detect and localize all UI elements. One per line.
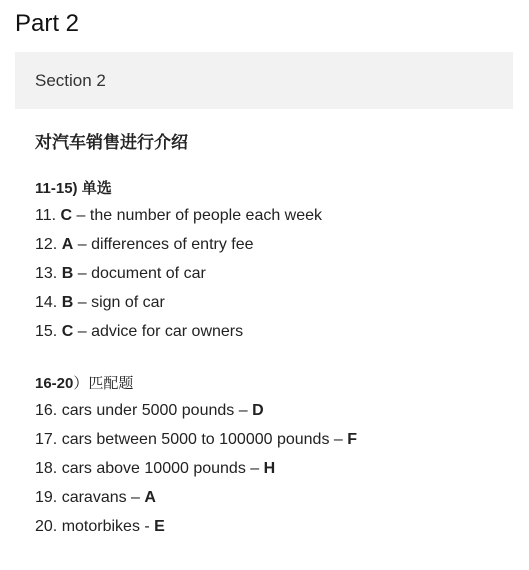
item-answer: B xyxy=(61,294,74,311)
item-answer: H xyxy=(263,460,276,477)
item-text: 19. caravans – xyxy=(35,489,140,506)
item-text: 18. cars above 10000 pounds – xyxy=(35,460,260,477)
list-item xyxy=(35,206,515,235)
item-text: 17. cars between 5000 to 100000 pounds – xyxy=(35,431,343,448)
list-item xyxy=(35,488,515,517)
answer-list-16-20 xyxy=(35,401,515,546)
item-text: – the number of people each week xyxy=(76,207,323,224)
item-text: 16. cars under 5000 pounds – xyxy=(35,402,248,419)
group-type: ）匹配题 xyxy=(73,374,134,392)
item-answer: C xyxy=(60,207,73,224)
item-text: 20. motorbikes - xyxy=(35,518,150,535)
group-range: 16-20 xyxy=(35,375,74,392)
group-type: 单选 xyxy=(81,179,112,197)
list-item xyxy=(35,293,515,322)
group-range: 11-15) xyxy=(35,180,78,197)
item-number: 13. xyxy=(35,265,58,282)
section-heading: 对汽车销售进行介绍 xyxy=(35,133,188,153)
item-answer: C xyxy=(61,323,74,340)
item-number: 12. xyxy=(35,236,58,253)
section-header xyxy=(15,52,513,109)
list-item xyxy=(35,235,515,264)
item-answer: A xyxy=(61,236,74,253)
item-answer: D xyxy=(252,402,264,419)
item-text: – differences of entry fee xyxy=(77,236,254,253)
list-item xyxy=(35,264,515,293)
section-label: Section 2 xyxy=(35,71,106,90)
item-text: – sign of car xyxy=(77,294,165,311)
answer-content xyxy=(35,131,515,546)
group-title-16-20 xyxy=(35,373,515,394)
item-text: – advice for car owners xyxy=(77,323,244,340)
item-number: 15. xyxy=(35,323,58,340)
list-item xyxy=(35,322,515,351)
list-item xyxy=(35,517,515,546)
answer-list-11-15 xyxy=(35,206,515,351)
item-text: – document of car xyxy=(77,265,206,282)
list-item xyxy=(35,401,515,430)
item-answer: A xyxy=(144,489,156,506)
item-number: 14. xyxy=(35,294,58,311)
item-answer: E xyxy=(154,518,165,535)
list-item xyxy=(35,430,515,459)
item-number: 11. xyxy=(35,207,57,224)
item-answer: B xyxy=(61,265,74,282)
list-item xyxy=(35,459,515,488)
item-answer: F xyxy=(347,431,358,448)
part-title: Part 2 xyxy=(15,10,80,37)
group-title-11-15 xyxy=(35,178,515,199)
